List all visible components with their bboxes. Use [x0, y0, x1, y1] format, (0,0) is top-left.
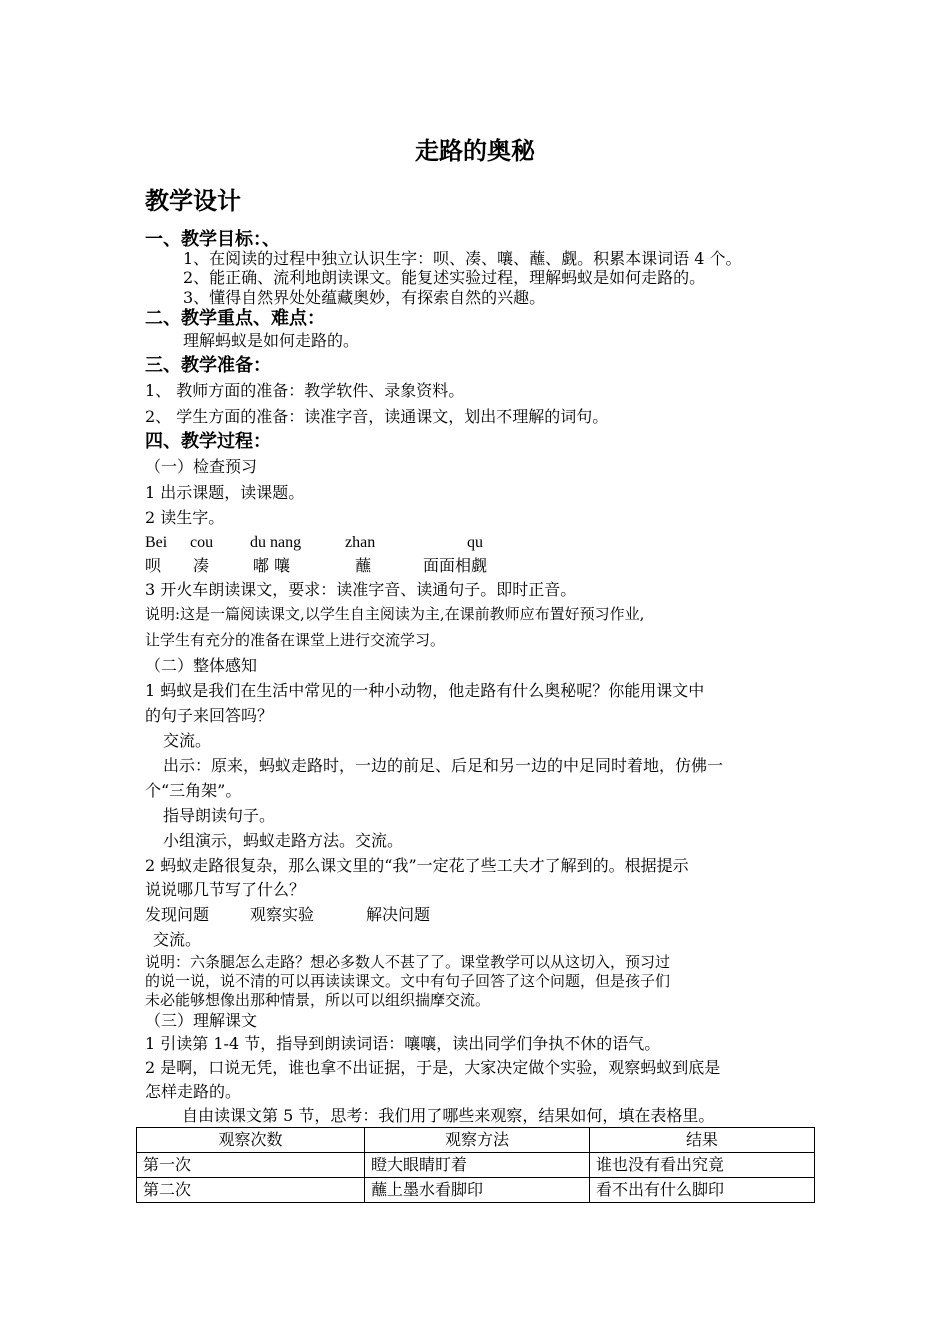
question-line: 2 蚂蚁走路很复杂，那么课文里的“我”一定花了些工夫才了解到的。根据提示 — [145, 856, 689, 875]
step-prompt: 发现问题 — [145, 905, 210, 924]
show-line: 出示：原来，蚂蚁走路时，一边的前足、后足和另一边的中足同时着地，仿佛一 — [163, 756, 724, 775]
table-cell: 第一次 — [137, 1153, 365, 1178]
page-title: 走路的奥秘 — [415, 137, 535, 165]
pinyin: Bei — [145, 534, 168, 551]
pinyin: cou — [190, 534, 214, 551]
subsection-label: （二）整体感知 — [145, 656, 258, 675]
table-cell: 瞪大眼睛盯着 — [365, 1153, 590, 1178]
key-text: 理解蚂蚁是如何走路的。 — [183, 331, 360, 350]
table-cell: 看不出有什么脚印 — [590, 1178, 815, 1203]
prep-item: 1、 教师方面的准备：教学软件、录象资料。 — [145, 381, 465, 400]
exchange-line: 交流。 — [163, 731, 212, 750]
new-character: 面面相觑 — [423, 556, 488, 575]
pinyin: qu — [467, 534, 483, 551]
table-cell: 第二次 — [137, 1178, 365, 1203]
step-prompt: 解决问题 — [366, 905, 431, 924]
table-cell: 蘸上墨水看脚印 — [365, 1178, 590, 1203]
prep-item: 2、 学生方面的准备：读准字音，读通课文，划出不理解的词句。 — [145, 407, 609, 426]
goal-item: 3、懂得自然界处处蕴藏奥妙，有探索自然的兴趣。 — [183, 288, 546, 307]
table-row — [137, 1153, 815, 1178]
section-heading: 教学设计 — [145, 187, 241, 215]
guide-line: 指导朗读句子。 — [163, 806, 276, 825]
note-line: 让学生有充分的准备在课堂上进行交流学习。 — [145, 631, 446, 649]
pinyin: du nang — [250, 534, 302, 551]
new-character: 凑 — [193, 556, 210, 575]
key-heading: 二、教学重点、难点： — [145, 308, 325, 329]
table-row — [137, 1178, 815, 1203]
pinyin: zhan — [345, 534, 376, 551]
subsection-label: （三）理解课文 — [145, 1011, 258, 1030]
new-character: 呗 — [145, 556, 162, 575]
step-line: 怎样走路的。 — [145, 1082, 242, 1101]
show-line: 个“三角架”。 — [145, 781, 242, 800]
step-line: 自由读课文第 5 节，思考：我们用了哪些来观察，结果如何，填在表格里。 — [182, 1106, 715, 1125]
new-character: 嘟 嚷 — [253, 556, 291, 575]
subsection-label: （一）检查预习 — [145, 457, 258, 476]
note-line: 未必能够想像出那种情景，所以可以组织揣摩交流。 — [145, 991, 491, 1009]
step-prompt: 观察实验 — [250, 905, 315, 924]
observation-table — [136, 1127, 815, 1203]
question-line: 说说哪几节写了什么？ — [145, 880, 306, 899]
step-line: 1 出示课题，读课题。 — [145, 483, 305, 502]
table-header-cell: 结果 — [590, 1128, 815, 1153]
new-character: 蘸 — [355, 556, 372, 575]
exchange-line: 交流。 — [153, 930, 202, 949]
goals-heading: 一、教学目标：、 — [145, 229, 280, 250]
prep-heading: 三、教学准备： — [145, 355, 271, 376]
question-line: 1 蚂蚁是我们在生活中常见的一种小动物，他走路有什么奥秘呢？你能用课文中 — [145, 681, 705, 700]
table-header-cell: 观察方法 — [365, 1128, 590, 1153]
goal-item: 1、在阅读的过程中独立认识生字：呗、凑、嚷、蘸、觑。积累本课词语 4 个。 — [183, 249, 742, 268]
group-line: 小组演示，蚂蚁走路方法。交流。 — [163, 831, 404, 850]
step-line: 2 是啊，口说无凭，谁也拿不出证据，于是，大家决定做个实验，观察蚂蚁到底是 — [145, 1058, 721, 1077]
table-header-cell: 观察次数 — [137, 1128, 365, 1153]
note-line: 说明:这是一篇阅读课文,以学生自主阅读为主,在课前教师应布置好预习作业, — [145, 605, 645, 623]
process-heading: 四、教学过程： — [145, 431, 271, 452]
step-line: 3 开火车朗读课文，要求：读准字音、读通句子。即时正音。 — [145, 580, 577, 599]
note-line: 说明：六条腿怎么走路？想必多数人不甚了了。课堂教学可以从这切入，预习过 — [145, 953, 671, 971]
question-line: 的句子来回答吗？ — [145, 706, 274, 725]
table-header-row — [137, 1128, 815, 1153]
step-line: 1 引读第 1-4 节，指导到朗读词语：嚷嚷，读出同学们争执不休的语气。 — [145, 1034, 661, 1053]
goal-item: 2、能正确、流利地朗读课文。能复述实验过程，理解蚂蚁是如何走路的。 — [183, 268, 706, 287]
note-line: 的说一说，说不清的可以再读读课文。文中有句子回答了这个问题，但是孩子们 — [145, 972, 671, 990]
step-line: 2 读生字。 — [145, 508, 225, 527]
table-cell: 谁也没有看出究竟 — [590, 1153, 815, 1178]
